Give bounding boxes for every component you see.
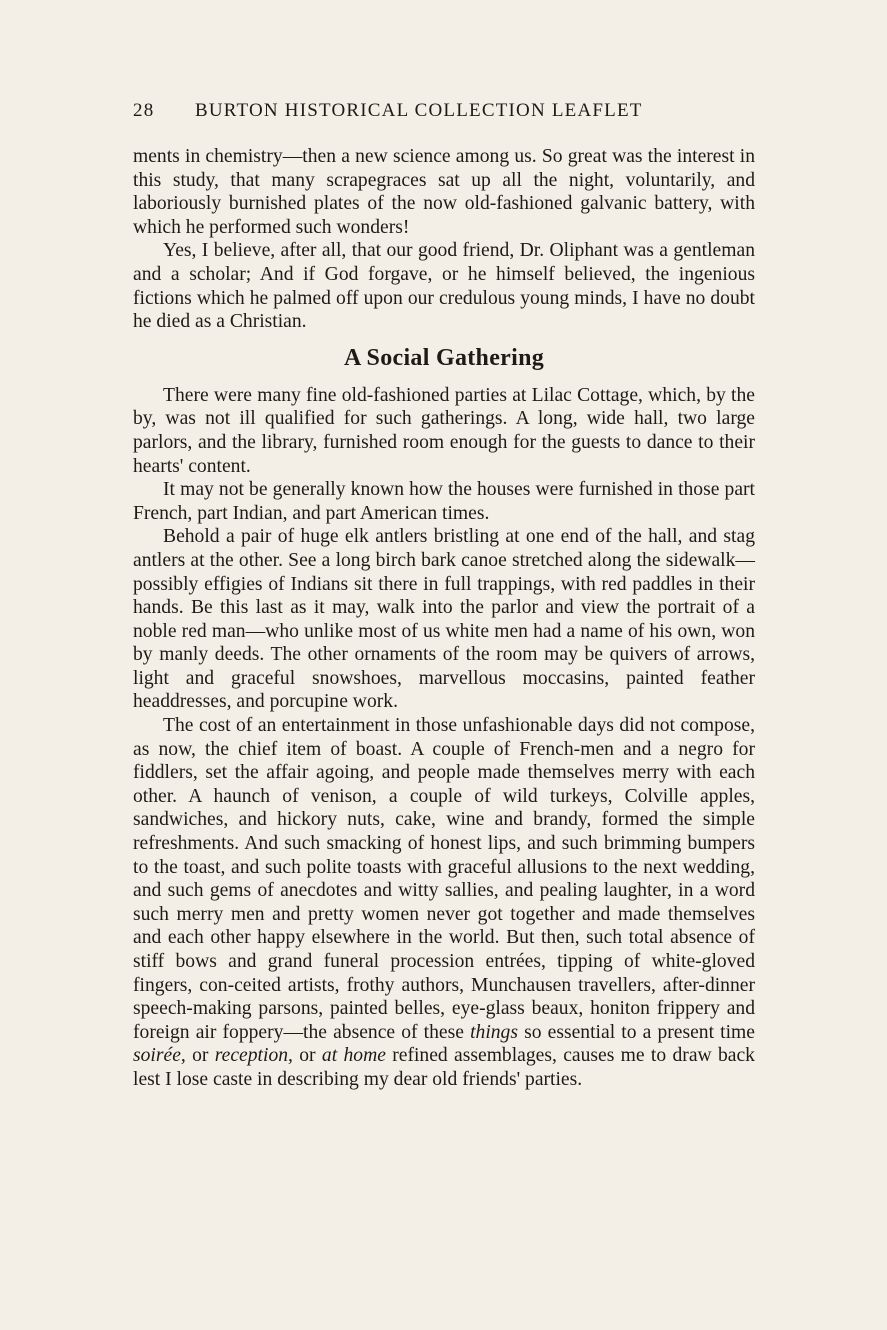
italic-things: things xyxy=(470,1021,518,1043)
text-run: The cost of an entertainment in those unfashionable days did not compose, as now, the chief item of boast. A couple of French-men and a negro for fiddlers, set the affair agoing, and people made themselves merry with each other. A haunch of venison, a couple of wild turkeys, Colville apples, sandwiches, and hickory nuts, cake, wine and brandy, formed the simple refreshments. And such smacking of honest lips, and such brimming bumpers to the toast, and such polite toasts with graceful allusions to the next wedding, and such gems of anecdotes and witty sallies, and pealing laughter, in a word such merry men and pretty women never got together and made themselves and each other happy elsewhere in the world. But then, such total absence of stiff bows and grand funeral procession entrées, tipping of white-gloved fingers, con-ceited artists, frothy authors, Munchausen travellers, after-dinner speech-making parsons, painted belles, eye-glass beaux, honiton frippery and foreign air foppery—the absence of these xyxy=(133,715,755,1043)
paragraph-oliphant: Yes, I believe, after all, that our good friend, Dr. Oliphant was a gentleman and a scholar; And if God forgave, or he himself believed, the ingenious fictions which he palmed off upon our credulous young minds, I have no doubt he died as a Christian. xyxy=(133,240,755,333)
running-head: BURTON HISTORICAL COLLECTION LEAFLET xyxy=(195,100,643,121)
page-number: 28 xyxy=(133,100,155,121)
text-run: refined assemblages, causes me to draw back lest I lose caste in describing my dear old friends' parties. xyxy=(133,1045,755,1090)
paragraph-continued: ments in chemistry—then a new science among us. So great was the interest in this study, that many scrapegraces sat up all the night, voluntarily, and laboriously burnished plates of the now old-fashioned galvanic battery, with which he performed such wonders! xyxy=(133,146,755,238)
paragraph-houses: It may not be generally known how the houses were furnished in those part French, part Indian, and part American times. xyxy=(133,479,755,524)
italic-soiree: soirée, xyxy=(133,1045,186,1067)
italic-reception: reception, xyxy=(214,1045,293,1067)
italic-at-home: at home xyxy=(321,1045,386,1067)
paragraph-entertainment xyxy=(133,714,755,1092)
paragraph-antlers: Behold a pair of huge elk antlers bristling at one end of the hall, and stag antlers at the other. See a long birch bark canoe stretched along the sidewalk—possibly effigies of Indians sit there in full trappings, with red paddles in their hands. Be this last as it may, walk into the parlor and view the portrait of a noble red man—who unlike most of us white men had a name of his own, won by manly deeds. The other ornaments of the room may be quivers of arrows, light and graceful snowshoes, marvellous moccasins, painted feather headdresses, and porcupine work. xyxy=(133,526,755,713)
page-header xyxy=(133,100,755,128)
body-text xyxy=(133,145,755,1092)
text-run: so essential to a present time xyxy=(517,1021,755,1043)
text-run: or xyxy=(185,1045,215,1067)
paragraph-parties: There were many fine old-fashioned parties at Lilac Cottage, which, by the by, was not ill qualified for such gatherings. A long, wide hall, two large parlors, and the library, furnished room enough for the guests to dance to their hearts' content. xyxy=(133,384,755,477)
section-title: A Social Gathering xyxy=(343,344,545,371)
text-run: or xyxy=(292,1045,322,1067)
